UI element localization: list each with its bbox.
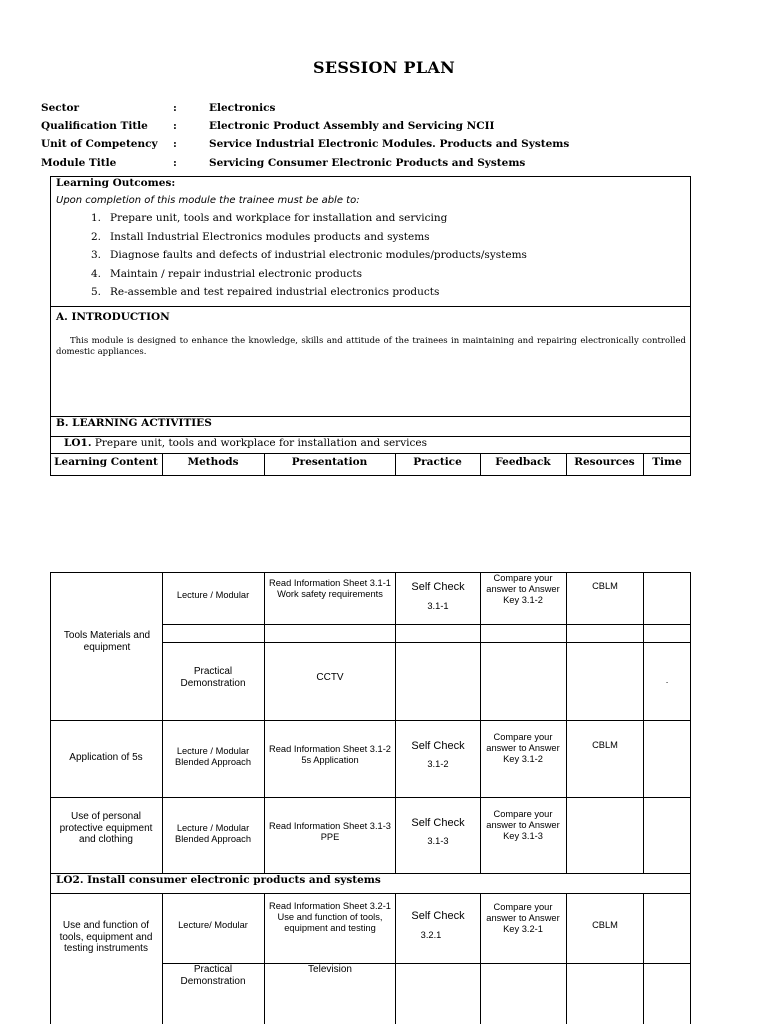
lo1-line xyxy=(64,437,427,449)
column-header-practice: Practice xyxy=(413,456,462,468)
column-divider xyxy=(643,893,644,1024)
meta-separator: : xyxy=(173,138,177,150)
cell-feedback: Compare your answer to Answer Key 3.1-3 xyxy=(486,809,560,841)
meta-label: Module Title xyxy=(41,157,117,169)
cell-learning-content: Use of personal protective equipment and clothing xyxy=(59,811,153,845)
column-divider xyxy=(395,572,396,873)
row-divider xyxy=(162,624,690,625)
meta-separator: : xyxy=(173,120,177,132)
table-border xyxy=(50,572,691,573)
cell-method: Lecture/ Modular xyxy=(178,920,248,930)
meta-value: Service Industrial Electronic Modules. Products and Systems xyxy=(209,138,570,150)
column-divider xyxy=(162,893,163,1024)
cell-method: Lecture / Modular Blended Approach xyxy=(175,823,251,844)
cell-method: Practical Demonstration xyxy=(180,666,246,689)
cell-practice-code: 3.1-3 xyxy=(427,836,449,846)
outcome-text: Prepare unit, tools and workplace for installation and servicing xyxy=(110,212,448,224)
cell-learning-content: Use and function of tools, equipment and testing instruments xyxy=(59,920,153,954)
row-divider xyxy=(50,893,691,894)
meta-value: Electronic Product Assembly and Servicing NCII xyxy=(209,120,495,132)
column-header-methods: Methods xyxy=(187,456,239,468)
outcome-number: 4. xyxy=(90,268,101,280)
meta-value: Electronics xyxy=(209,102,276,114)
learning-outcomes-heading: Learning Outcomes: xyxy=(56,177,176,189)
column-divider xyxy=(566,572,567,873)
column-divider xyxy=(566,893,567,1024)
cell-practice: Self Check xyxy=(411,910,465,922)
cell-presentation: CCTV xyxy=(316,672,344,683)
row-divider xyxy=(162,642,690,643)
cell-learning-content: Tools Materials and equipment xyxy=(63,630,151,653)
cell-presentation: Read Information Sheet 3.1-1 Work safety requirements xyxy=(269,578,391,599)
column-header-resources: Resources xyxy=(574,456,635,468)
column-divider xyxy=(480,572,481,873)
outcome-number: 1. xyxy=(90,212,101,224)
cell-presentation: Television xyxy=(308,964,352,975)
cell-practice: Self Check xyxy=(411,740,465,752)
row-divider xyxy=(50,797,691,798)
cell-method: Lecture / Modular Blended Approach xyxy=(175,746,251,767)
table-border xyxy=(690,572,691,1024)
meta-label: Sector xyxy=(41,102,80,114)
column-divider xyxy=(264,893,265,1024)
cell-method: Practical Demonstration xyxy=(180,964,246,987)
outcome-text: Install Industrial Electronics modules products and systems xyxy=(110,231,430,243)
column-divider xyxy=(162,572,163,873)
cell-time: . xyxy=(665,675,669,685)
meta-separator: : xyxy=(173,157,177,169)
meta-label: Qualification Title xyxy=(41,120,148,132)
cell-resources: CBLM xyxy=(592,740,618,750)
column-header-time: Time xyxy=(652,456,682,468)
cell-feedback: Compare your answer to Answer Key 3.2-1 xyxy=(486,902,560,934)
row-divider xyxy=(50,720,691,721)
introduction-text: This module is designed to enhance the knowledge, skills and attitude of the trainees in maintaining and repairing electronically controlled domestic appliances. xyxy=(56,336,686,357)
outcome-text: Maintain / repair industrial electronic products xyxy=(110,268,363,280)
cell-practice-code: 3.2.1 xyxy=(420,930,442,940)
cell-method: Lecture / Modular xyxy=(176,590,250,600)
outcome-number: 5. xyxy=(90,286,101,298)
page-title: SESSION PLAN xyxy=(312,58,456,77)
column-divider xyxy=(395,893,396,1024)
lo2-heading: LO2. Install consumer electronic products and systems xyxy=(56,874,381,886)
cell-practice: Self Check xyxy=(411,817,465,829)
learning-activities-heading: B. LEARNING ACTIVITIES xyxy=(56,417,212,429)
cell-practice-code: 3.1-1 xyxy=(427,601,449,611)
meta-separator: : xyxy=(173,102,177,114)
table-border xyxy=(50,572,51,1024)
learning-outcomes-intro: Upon completion of this module the trainee must be able to: xyxy=(56,195,360,206)
meta-label: Unit of Competency xyxy=(41,138,158,150)
cell-resources: CBLM xyxy=(592,581,618,591)
cell-practice-code: 3.1-2 xyxy=(427,759,449,769)
column-header-learning-content: Learning Content xyxy=(54,456,158,468)
outcome-number: 3. xyxy=(90,249,101,261)
lo1-label: LO1. xyxy=(64,437,92,449)
column-divider xyxy=(264,572,265,873)
cell-learning-content: Application of 5s xyxy=(69,752,143,763)
cell-presentation: Read Information Sheet 3.2-1 Use and function of tools, equipment and testing xyxy=(269,901,391,933)
outcome-number: 2. xyxy=(90,231,101,243)
outcome-text: Re-assemble and test repaired industrial electronics products xyxy=(110,286,440,298)
column-divider xyxy=(480,893,481,1024)
lo1-text: Prepare unit, tools and workplace for installation and services xyxy=(91,437,427,449)
cell-resources: CBLM xyxy=(592,920,618,930)
column-header-presentation: Presentation xyxy=(291,456,368,468)
cell-feedback: Compare your answer to Answer Key 3.1-2 xyxy=(486,573,560,605)
cell-presentation: Read Information Sheet 3.1-2 5s Application xyxy=(269,744,391,765)
column-header-feedback: Feedback xyxy=(495,456,551,468)
column-divider xyxy=(643,572,644,873)
outcome-text: Diagnose faults and defects of industrial electronic modules/products/systems xyxy=(110,249,527,261)
introduction-heading: A. INTRODUCTION xyxy=(56,311,170,323)
cell-practice: Self Check xyxy=(411,581,465,593)
meta-value: Servicing Consumer Electronic Products and Systems xyxy=(209,157,526,169)
divider xyxy=(50,306,691,307)
cell-presentation: Read Information Sheet 3.1-3 PPE xyxy=(269,821,391,842)
cell-feedback: Compare your answer to Answer Key 3.1-2 xyxy=(486,732,560,764)
